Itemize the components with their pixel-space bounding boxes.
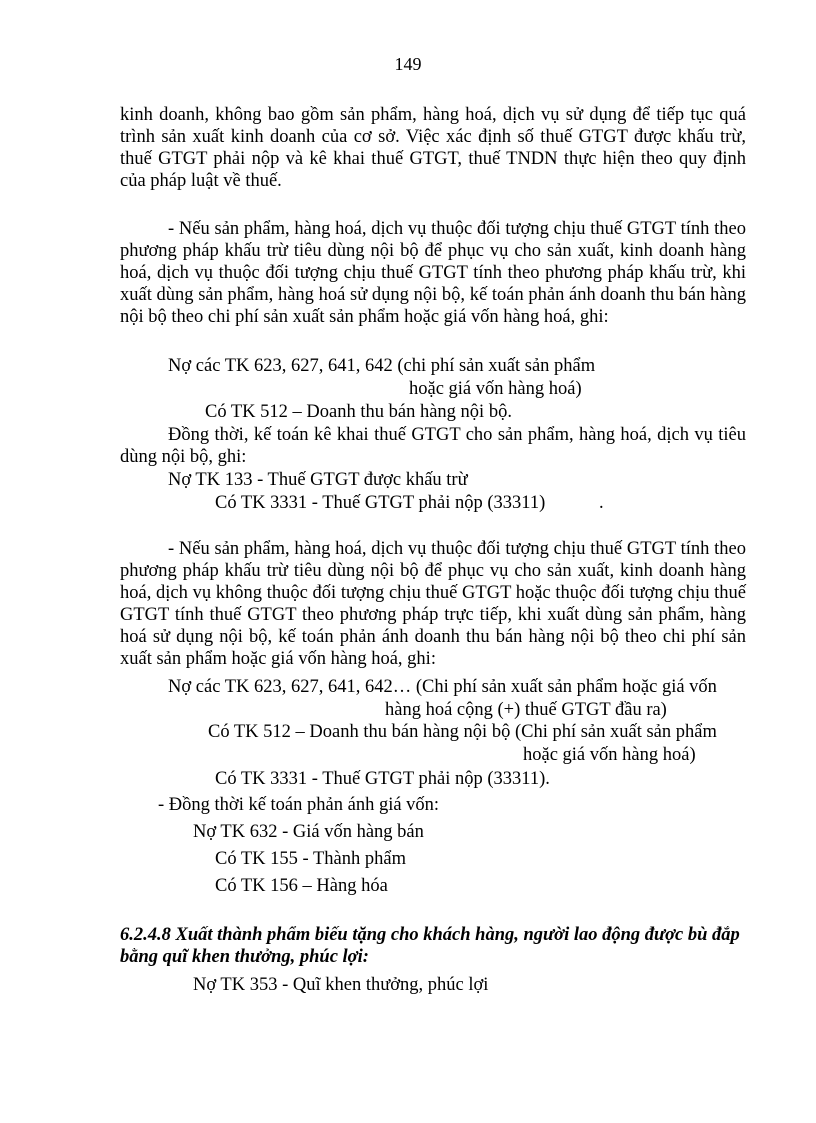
entry-2-credit: Có TK 3331 - Thuế GTGT phải nộp (33311) [215, 493, 546, 513]
paragraph-text: - Nếu sản phẩm, hàng hoá, dịch vụ thuộc đối tượng chịu thuế GTGT tính theo phương pháp khấu trừ tiêu dùng nội bộ để phục vụ cho sản xuất, kinh doanh hàng hoá, dịch vụ thuộc đối tượng chịu thuế GTGT tính theo phương pháp khấu trừ, khi xuất dùng sản phẩm, hàng hoá sử dụng nội bộ, kế toán phản ánh doanh thu bán hàng nội bộ theo chi phí sản xuất sản phẩm hoặc giá vốn hàng hoá, ghi: [120, 219, 746, 327]
entry-4-credit-1: Có TK 155 - Thành phẩm [215, 849, 406, 869]
entry-3-debit-continued: hàng hoá cộng (+) thuế GTGT đầu ra) [385, 700, 667, 720]
entry-3-credit-1-continued: hoặc giá vốn hàng hoá) [523, 745, 696, 765]
cost-intro: - Đồng thời kế toán phản ánh giá vốn: [158, 795, 440, 815]
page-number: 149 [394, 54, 422, 74]
section-heading-block [120, 924, 746, 968]
paragraph-1 [120, 104, 746, 192]
paragraph-3 [120, 424, 746, 468]
paragraph-text: Đồng thời, kế toán kê khai thuế GTGT cho sản phẩm, hàng hoá, dịch vụ tiêu dùng nội bộ, ghi: [120, 425, 746, 467]
entry-1-credit: Có TK 512 – Doanh thu bán hàng nội bộ. [205, 402, 512, 422]
paragraph-text: - Nếu sản phẩm, hàng hoá, dịch vụ thuộc đối tượng chịu thuế GTGT tính theo phương pháp khấu trừ tiêu dùng nội bộ để phục vụ cho sản xuất, kinh doanh hàng hoá, dịch vụ không thuộc đối tượng chịu thuế GTGT hoặc thuộc đối tượng chịu thuế GTGT tính thuế GTGT theo phương pháp trực tiếp, khi xuất dùng sản phẩm, hàng hoá sử dụng nội bộ, kế toán phản ánh doanh thu bán hàng nội bộ theo chi phí sản xuất sản phẩm hoặc giá vốn hàng hoá, ghi: [120, 539, 746, 669]
entry-3-credit-2: Có TK 3331 - Thuế GTGT phải nộp (33311). [215, 769, 550, 789]
entry-1-debit: Nợ các TK 623, 627, 641, 642 (chi phí sản xuất sản phẩm [168, 356, 596, 376]
entry-5-debit: Nợ TK 353 - Quĩ khen thưởng, phúc lợi [193, 975, 489, 995]
entry-2-trailing-dot: . [599, 493, 604, 513]
paragraph-text: kinh doanh, không bao gồm sản phẩm, hàng hoá, dịch vụ sử dụng để tiếp tục quá trình sản xuất kinh doanh của cơ sở. Việc xác định số thuế GTGT được khấu trừ, thuế GTGT phải nộp và kê khai thuế GTGT, thuế TNDN thực hiện theo quy định của pháp luật về thuế. [120, 105, 746, 191]
paragraph-4 [120, 538, 746, 670]
entry-1-debit-continued: hoặc giá vốn hàng hoá) [409, 379, 582, 399]
section-heading: 6.2.4.8 Xuất thành phẩm biếu tặng cho khách hàng, người lao động được bù đắp bằng quĩ khen thưởng, phúc lợi: [120, 925, 740, 967]
entry-4-debit: Nợ TK 632 - Giá vốn hàng bán [193, 822, 424, 842]
entry-2-debit: Nợ TK 133 - Thuế GTGT được khấu trừ [168, 470, 468, 490]
entry-4-credit-2: Có TK 156 – Hàng hóa [215, 876, 388, 896]
paragraph-2 [120, 218, 746, 328]
entry-3-debit: Nợ các TK 623, 627, 641, 642… (Chi phí sản xuất sản phẩm hoặc giá vốn [168, 677, 717, 697]
entry-3-credit-1: Có TK 512 – Doanh thu bán hàng nội bộ (Chi phí sản xuất sản phẩm [208, 722, 717, 742]
